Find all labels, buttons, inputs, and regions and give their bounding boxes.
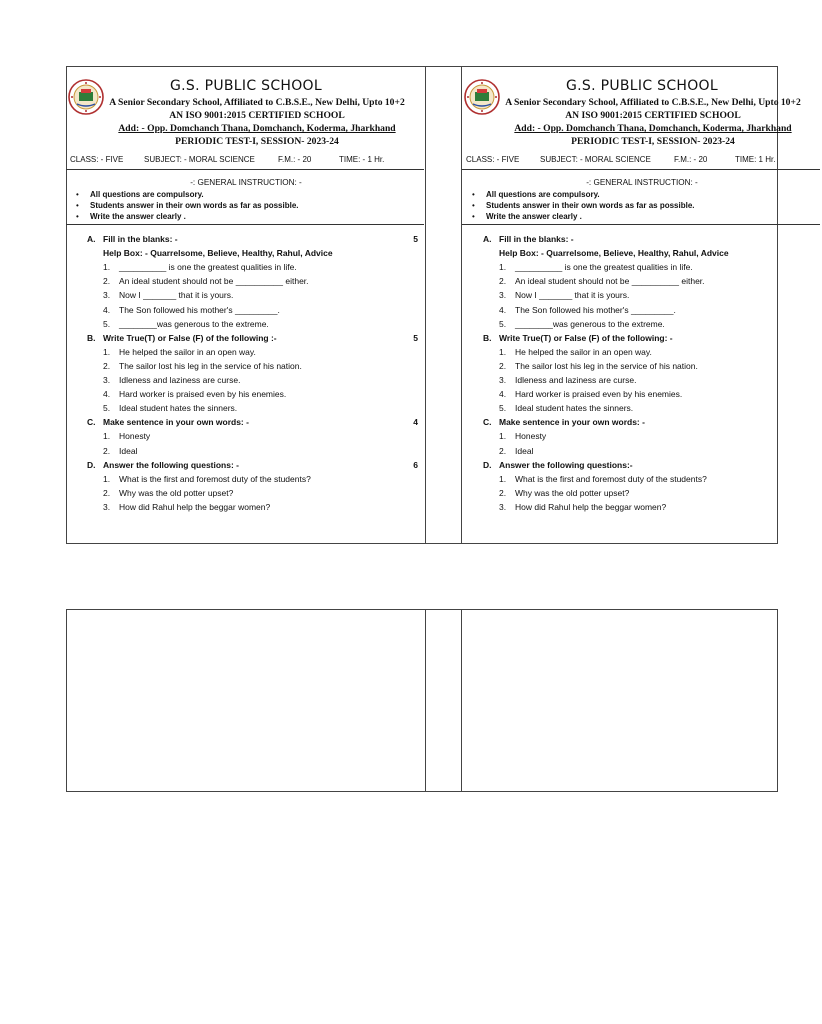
full-marks-label: F.M.: - 20	[278, 155, 312, 164]
question-item: 3. Now I _______ that it is yours.	[103, 290, 234, 301]
header-rule	[462, 169, 820, 170]
subject-label: SUBJECT: - MORAL SCIENCE	[540, 155, 651, 164]
time-label: TIME: 1 Hr.	[735, 155, 776, 164]
instruction-title: -: GENERAL INSTRUCTION: -	[586, 178, 698, 187]
question-item: 3. How did Rahul help the beggar women?	[499, 501, 667, 512]
section-marks: 4	[413, 417, 418, 428]
question-item: 2. The sailor lost his leg in the service of his nation.	[499, 360, 698, 371]
question-item: 1. He helped the sailor in an open way.	[103, 346, 256, 357]
instruction-item: • All questions are compulsory.	[90, 190, 204, 199]
header-rule	[66, 169, 424, 170]
instruction-item: • Students answer in their own words as far as possible.	[486, 201, 695, 210]
question-item: 4. The Son followed his mother's _________.	[103, 304, 280, 315]
question-item: 1. Honesty	[499, 431, 547, 442]
section-heading: D. Answer the following questions: -	[87, 459, 239, 470]
instruction-rule	[462, 224, 820, 225]
question-item: 3. Now I _______ that it is yours.	[499, 290, 630, 301]
question-item: 4. Hard worker is praised even by his enemies.	[499, 389, 683, 400]
school-name: G.S. PUBLIC SCHOOL	[566, 78, 718, 94]
section-heading: C. Make sentence in your own words: -	[87, 417, 249, 428]
question-item: 4. Hard worker is praised even by his enemies.	[103, 389, 287, 400]
question-item: 5. Ideal student hates the sinners.	[103, 403, 238, 414]
question-item: 4. The Son followed his mother's _________.	[499, 304, 676, 315]
affiliation-line: A Senior Secondary School, Affiliated to C.B.S.E., New Delhi, Upto 10+2	[505, 97, 801, 108]
iso-line: AN ISO 9001:2015 CERTIFIED SCHOOL	[169, 110, 345, 121]
affiliation-line: A Senior Secondary School, Affiliated to C.B.S.E., New Delhi, Upto 10+2	[109, 97, 405, 108]
question-item: 1. What is the first and foremost duty of the students?	[103, 473, 311, 484]
help-box: Help Box: - Quarrelsome, Believe, Healthy, Rahul, Advice	[103, 248, 333, 259]
question-item: 3. Idleness and laziness are curse.	[103, 375, 241, 385]
instruction-item: • All questions are compulsory.	[486, 190, 600, 199]
section-heading: C. Make sentence in your own words: -	[483, 417, 645, 428]
question-item: 5. ________was generous to the extreme.	[103, 318, 269, 329]
question-item: 5. Ideal student hates the sinners.	[499, 403, 634, 414]
test-title: PERIODIC TEST-I, SESSION- 2023-24	[571, 136, 735, 147]
question-item: 5. ________was generous to the extreme.	[499, 318, 665, 329]
question-item: 2. An ideal student should not be __________ either.	[103, 276, 309, 287]
class-label: CLASS: - FIVE	[70, 155, 124, 164]
school-name: G.S. PUBLIC SCHOOL	[170, 78, 322, 94]
section-marks: 6	[413, 459, 418, 470]
class-label: CLASS: - FIVE	[466, 155, 520, 164]
question-item: 2. The sailor lost his leg in the service of his nation.	[103, 360, 302, 371]
question-item: 2. Why was the old potter upset?	[499, 487, 630, 498]
iso-line: AN ISO 9001:2015 CERTIFIED SCHOOL	[565, 110, 741, 121]
question-paper-left	[66, 67, 425, 543]
instruction-item: • Write the answer clearly .	[486, 212, 582, 221]
question-item: 2. An ideal student should not be __________ either.	[499, 276, 705, 287]
address-line: Add: - Opp. Domchanch Thana, Domchanch, Koderma, Jharkhand	[514, 123, 792, 134]
question-item: 1. He helped the sailor in an open way.	[499, 346, 652, 357]
column-divider	[425, 609, 426, 792]
question-item: 1. __________ is one the greatest qualities in life.	[103, 262, 297, 273]
section-marks: 5	[413, 234, 418, 244]
question-item: 1. Honesty	[103, 431, 151, 442]
question-paper-right	[462, 67, 801, 543]
subject-label: SUBJECT: - MORAL SCIENCE	[144, 155, 255, 164]
time-label: TIME: - 1 Hr.	[339, 155, 385, 164]
instruction-item: • Students answer in their own words as far as possible.	[90, 201, 299, 210]
section-heading: B. Write True(T) or False (F) of the following: -	[483, 332, 673, 343]
section-heading: D. Answer the following questions:-	[483, 459, 633, 470]
section-heading: A. Fill in the blanks: -	[87, 234, 178, 244]
question-item: 2. Ideal	[103, 445, 138, 456]
help-box: Help Box: - Quarrelsome, Believe, Healthy, Rahul, Advice	[499, 248, 729, 259]
address-line: Add: - Opp. Domchanch Thana, Domchanch, Koderma, Jharkhand	[118, 123, 396, 134]
question-item: 3. Idleness and laziness are curse.	[499, 375, 637, 385]
test-title: PERIODIC TEST-I, SESSION- 2023-24	[175, 136, 339, 147]
question-item: 1. __________ is one the greatest qualities in life.	[499, 262, 693, 273]
column-divider	[461, 609, 462, 792]
question-item: 2. Why was the old potter upset?	[103, 487, 234, 498]
section-marks: 5	[413, 332, 418, 343]
question-item: 3. How did Rahul help the beggar women?	[103, 501, 271, 512]
question-item: 1. What is the first and foremost duty of the students?	[499, 473, 707, 484]
instruction-rule	[66, 224, 424, 225]
question-item: 2. Ideal	[499, 445, 534, 456]
full-marks-label: F.M.: - 20	[674, 155, 708, 164]
instruction-title: -: GENERAL INSTRUCTION: -	[190, 178, 302, 187]
instruction-item: • Write the answer clearly .	[90, 212, 186, 221]
section-heading: A. Fill in the blanks: -	[483, 234, 574, 244]
section-heading: B. Write True(T) or False (F) of the following :-	[87, 332, 277, 343]
answer-frame-bottom	[66, 609, 778, 792]
